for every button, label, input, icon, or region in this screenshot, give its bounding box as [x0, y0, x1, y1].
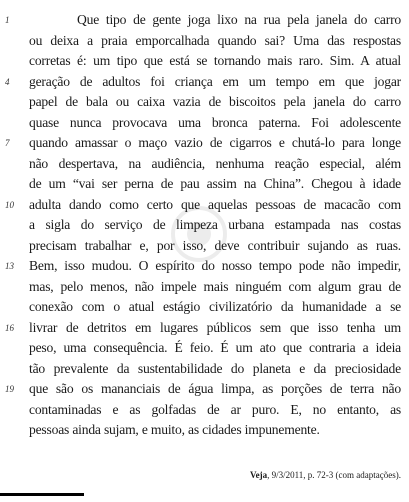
line-text: precisam trabalhar e, por isso, deve contribuir sujando as ruas.	[29, 237, 401, 253]
line-text: não despertava, na audiência, nenhuma reação especial, além	[29, 155, 401, 171]
passage-line	[0, 10, 409, 31]
line-text: pessoas ainda sujam, e muito, as cidades impunemente.	[29, 422, 320, 437]
passage-line	[0, 72, 409, 93]
line-text: adulta dando como certo que aquelas pessoas de macacão com	[29, 196, 401, 212]
passage-line	[0, 215, 409, 236]
line-number: 16	[5, 322, 14, 333]
line-text: contaminadas e as golfadas de ar puro. E, no entanto, as	[29, 401, 401, 417]
passage-line	[0, 133, 409, 154]
line-text: quase nunca provocava uma bronca paterna. Foi adolescente	[29, 114, 401, 130]
line-text: livrar de detritos em lugares públicos sem que isso tenha um	[29, 319, 401, 335]
line-number: 19	[5, 384, 14, 394]
line-number: 4	[5, 76, 10, 87]
passage-line	[0, 379, 409, 400]
line-text: conexão com o atual estágio civilizatório da humanidade a se	[29, 299, 401, 314]
passage-line	[0, 236, 409, 257]
line-text: que são os mananciais de água limpa, as porções de terra não	[29, 381, 401, 396]
line-text: geração de adultos foi criança em um tempo em que jogar	[29, 73, 401, 89]
line-text: corretas é: um tipo que está se tornando mais raro. Sim. A atual	[29, 53, 401, 68]
line-text: Bem, isso mudou. O espírito do nosso tempo pode não impedir,	[29, 258, 401, 273]
passage-line	[0, 338, 409, 359]
source-publication: Veja	[249, 470, 268, 480]
passage-line	[0, 420, 409, 441]
line-number: 10	[5, 199, 14, 210]
line-text: Que tipo de gente joga lixo na rua pela janela do carro	[77, 12, 401, 27]
line-text: tão prevalente da sustentabilidade do planeta e da preciosidade	[29, 360, 401, 376]
passage-line	[0, 174, 409, 195]
passage-line	[0, 400, 409, 421]
line-text: mas, pelo menos, não impele mais ninguém com algum grau de	[29, 278, 401, 294]
passage-line	[0, 297, 409, 318]
passage-line	[0, 51, 409, 72]
line-text: a sigla do serviço de limpeza urbana estampada nas costas	[29, 217, 401, 232]
passage-line	[0, 92, 409, 113]
line-number: 1	[5, 15, 10, 25]
footer-rule	[0, 493, 84, 496]
passage-line	[0, 256, 409, 277]
passage-line	[0, 359, 409, 380]
passage	[0, 10, 409, 441]
line-number: 7	[5, 138, 10, 148]
source-details: , 9/3/2011, p. 72-3 (com adaptações).	[267, 470, 401, 480]
line-text: ou deixa a praia emporcalhada quando sai? Uma das respostas	[29, 32, 401, 48]
line-text: papel de bala ou caixa vazia de biscoitos pela janela do carro	[29, 94, 401, 109]
passage-line	[0, 277, 409, 298]
line-text: de um “vai ser perna de pau assim na China”. Chegou à idade	[29, 176, 401, 191]
line-text: peso, uma consequência. É feio. É um ato que contraria a ideia	[29, 340, 401, 355]
passage-line	[0, 154, 409, 175]
passage-line	[0, 31, 409, 52]
passage-line	[0, 318, 409, 339]
passage-line	[0, 195, 409, 216]
passage-line	[0, 113, 409, 134]
line-number: 13	[5, 261, 14, 271]
source-citation	[250, 470, 401, 480]
line-text: quando amassar o maço vazio de cigarros e chutá-lo para longe	[29, 135, 401, 150]
